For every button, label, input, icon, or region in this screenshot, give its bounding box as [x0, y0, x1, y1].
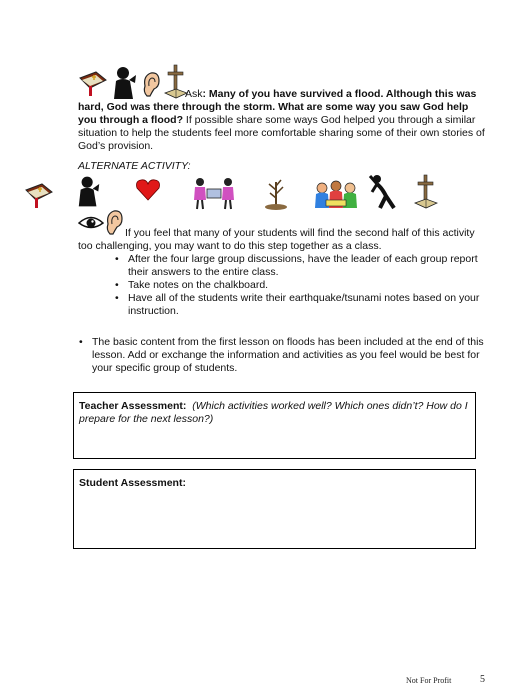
- alternate-intro: [78, 227, 483, 253]
- list-item: • After the four large group discussions, have the leader of each group report their answers to the entire class.: [128, 253, 480, 279]
- bible-book-icon: [24, 180, 54, 210]
- page-number: 5: [480, 674, 485, 685]
- teacher-assessment-label: Teacher Assessment:: [79, 400, 187, 412]
- teacher-assessment-box[interactable]: [73, 392, 476, 459]
- alternate-activity-heading: ALTERNATE ACTIVITY:: [78, 160, 191, 172]
- alternate-intro-text: If you feel that many of your students will find the second half of this activity too challenging, you may want to do this step together as a class.: [78, 227, 475, 252]
- ask-paragraph: [78, 88, 486, 153]
- ask-question: : Many of you have survived a flood. Although this was hard, God was there through the storm. What are some way you saw God help you through a flood?: [78, 88, 477, 126]
- student-assessment-label: Student Assessment:: [79, 477, 186, 489]
- heart-icon: [135, 178, 161, 202]
- ask-suggestion: If possible share some ways God helped you through a similar situation to help the students feel more comfortable sharing some of their own stories of God’s provision.: [78, 114, 485, 152]
- list-item: • Take notes on the chalkboard.: [128, 279, 480, 292]
- alternate-steps-list: [128, 253, 480, 318]
- teacher-assessment-prompt: (Which activities worked well? Which ones didn’t? How do I prepare for the next lesson?): [79, 400, 468, 425]
- footer-text: Not For Profit: [406, 676, 452, 685]
- list-item: • Have all of the students write their earthquake/tsunami notes based on your instruction.: [128, 292, 480, 318]
- note-item: • The basic content from the first lesson on floods has been included at the end of this lesson. Add or exchange the information and activities as you feel would be best for your specific group of students.: [92, 336, 487, 375]
- sharing-children-icon: [192, 176, 236, 210]
- group-of-children-icon: [314, 180, 358, 210]
- cross-bible-icon: [414, 173, 438, 211]
- seedling-icon: [264, 176, 288, 210]
- ask-label: Ask: [185, 88, 203, 100]
- student-assessment-box[interactable]: [73, 469, 476, 549]
- note-list: [92, 336, 487, 375]
- praying-child-icon: [76, 173, 102, 209]
- stretching-figure-icon: [368, 174, 398, 210]
